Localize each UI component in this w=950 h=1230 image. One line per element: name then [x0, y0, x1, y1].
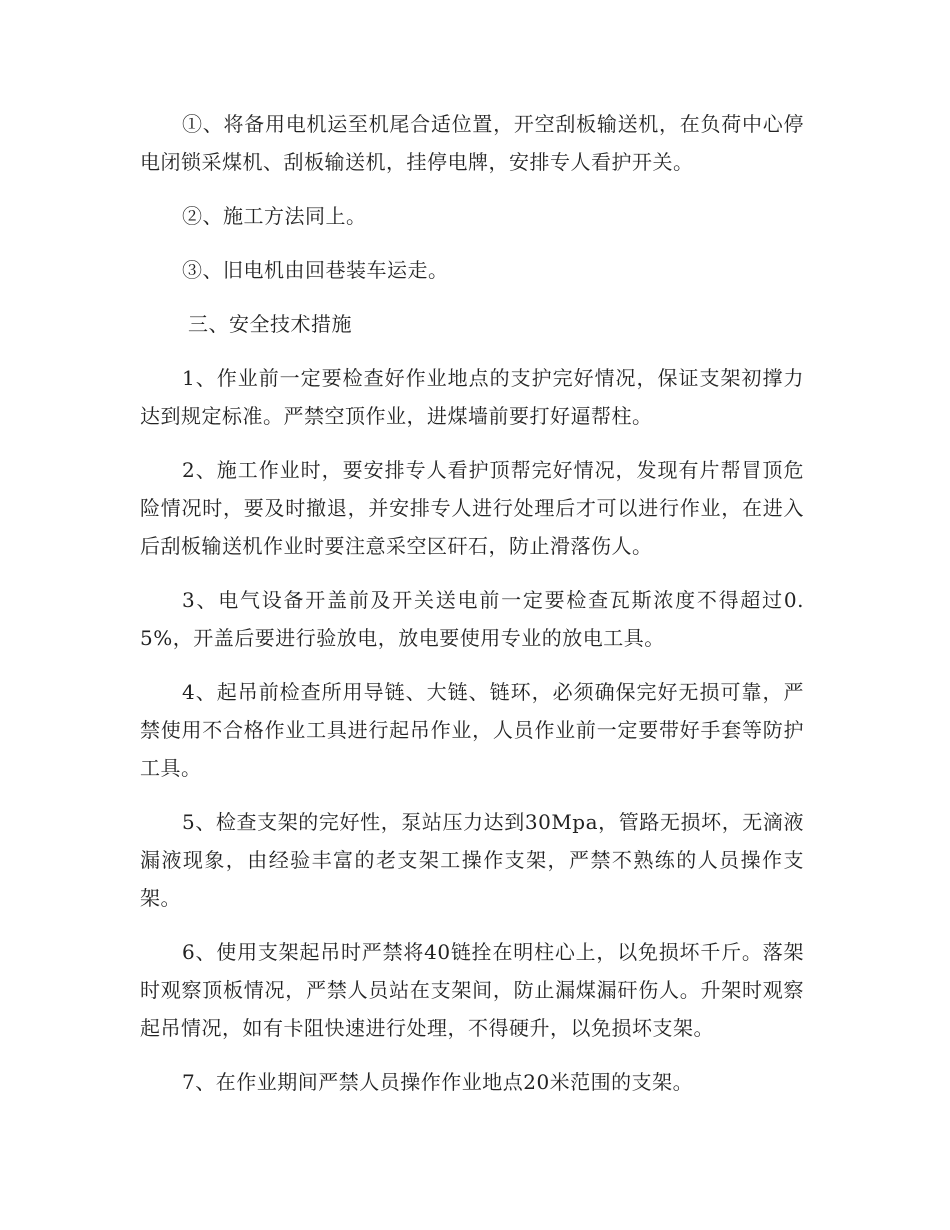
- measure-paragraph-2: 2、施工作业时，要安排专人看护顶帮完好情况，发现有片帮冒顶危险情况时，要及时撤退，并安排专人进行处理后才可以进行作业，在进入后刮板输送机作业时要注意采空区矸石，防止滑落伤人。: [140, 458, 804, 558]
- measure-paragraph-1: 1、作业前一定要检查好作业地点的支护完好情况，保证支架初撑力达到规定标准。严禁空顶作业，进煤墙前要打好逼帮柱。: [140, 366, 804, 428]
- measure-paragraph-6: 6、使用支架起吊时严禁将40链拴在明柱心上，以免损坏千斤。落架时观察顶板情况，严禁人员站在支架间，防止漏煤漏矸伤人。升架时观察起吊情况，如有卡阻快速进行处理，不得硬升，以免损坏支架。: [140, 940, 804, 1040]
- measure-paragraph-4: 4、起吊前检查所用导链、大链、链环，必须确保完好无损可靠，严禁使用不合格作业工具进行起吊作业，人员作业前一定要带好手套等防护工具。: [140, 680, 804, 780]
- step-paragraph-1: ①、将备用电机运至机尾合适位置，开空刮板输送机，在负荷中心停电闭锁采煤机、刮板输送机，挂停电牌，安排专人看护开关。: [140, 112, 804, 174]
- step-paragraph-3: ③、旧电机由回巷装车运走。: [182, 258, 449, 282]
- measure-paragraph-5: 5、检查支架的完好性，泵站压力达到30Mpa，管路无损坏，无滴液漏液现象，由经验丰富的老支架工操作支架，严禁不熟练的人员操作支架。: [140, 810, 804, 910]
- measure-paragraph-3: 3、电气设备开盖前及开关送电前一定要检查瓦斯浓度不得超过0.5%，开盖后要进行验放电，放电要使用专业的放电工具。: [140, 588, 804, 650]
- section-heading: 三、安全技术措施: [188, 312, 352, 336]
- measure-paragraph-7: 7、在作业期间严禁人员操作作业地点20米范围的支架。: [182, 1070, 694, 1094]
- step-paragraph-2: ②、施工方法同上。: [182, 204, 367, 228]
- document-page: [140, 105, 804, 1117]
